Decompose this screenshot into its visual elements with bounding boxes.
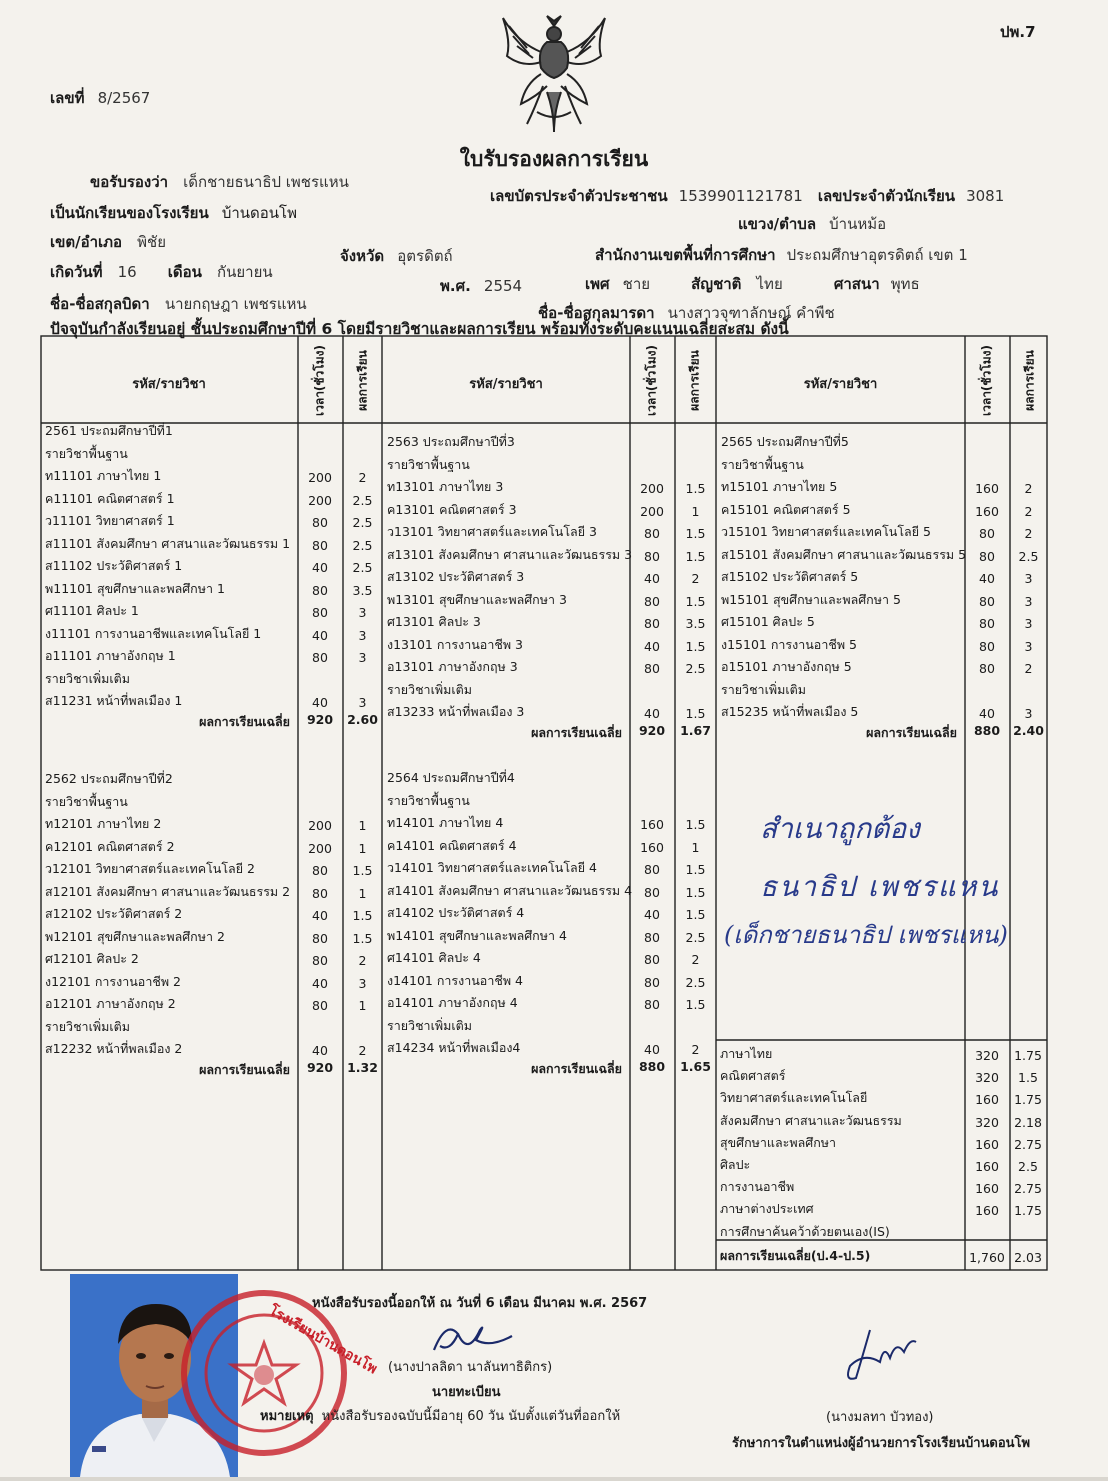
header-subject-1: รหัส/รายวิชา bbox=[132, 377, 206, 392]
table-row-hours: 80 bbox=[979, 638, 995, 654]
table-row-grade: 3.5 bbox=[352, 582, 373, 598]
table-row-grade: 1 bbox=[358, 818, 367, 833]
table-row-grade: 3 bbox=[1024, 706, 1033, 721]
table-row-hours: 80 bbox=[312, 605, 328, 620]
sex-row bbox=[585, 272, 920, 296]
table-row-subject: ส14101 สังคมศึกษา ศาสนาและวัฒนธรรม 4 bbox=[387, 882, 633, 898]
table-row-hours: 80 bbox=[644, 661, 660, 676]
father-row bbox=[50, 292, 307, 316]
table-row-hours: 80 bbox=[644, 974, 660, 990]
table-row-subject: พ15101 สุขศึกษาและพลศึกษา 5 bbox=[721, 591, 901, 607]
summary-subject: ศิลปะ bbox=[720, 1157, 751, 1172]
note-row bbox=[260, 1405, 620, 1426]
subdistrict-value: บ้านหม้อ bbox=[829, 215, 887, 233]
table-row-grade: 1.5 bbox=[352, 908, 373, 923]
district-label: เขต/อำเภอ bbox=[50, 233, 123, 251]
year-title: 2561 ประถมศึกษาปีที่1 bbox=[45, 423, 173, 438]
average-label: ผลการเรียนเฉลี่ย bbox=[199, 713, 290, 729]
table-row-subject: ส14102 ประวัติศาสตร์ 4 bbox=[387, 905, 525, 920]
year-label: พ.ศ. bbox=[440, 277, 471, 295]
table-row-hours: 80 bbox=[644, 616, 660, 631]
table-row-hours: 40 bbox=[312, 908, 328, 923]
handwritten-signature-name: ธนาธิป เพชรแหน bbox=[760, 870, 1000, 903]
year-title: 2564 ประถมศึกษาปีที่4 bbox=[387, 770, 515, 785]
summary-hours: 160 bbox=[975, 1159, 999, 1174]
table-row-hours: 80 bbox=[979, 661, 995, 676]
year-title: 2563 ประถมศึกษาปีที่3 bbox=[387, 434, 515, 449]
summary-total-label: ผลการเรียนเฉลี่ย(ป.4-ป.5) bbox=[720, 1248, 871, 1263]
average-grade: 1.67 bbox=[680, 722, 711, 738]
mother-value: นางสาวจุฑาลักษณ์ คำพืช bbox=[667, 304, 835, 322]
summary-hours: 160 bbox=[975, 1203, 999, 1219]
table-row-hours: 80 bbox=[312, 537, 328, 553]
religion-label: ศาสนา bbox=[833, 275, 880, 293]
table-row-grade: 1.5 bbox=[685, 862, 706, 877]
table-row-hours: 200 bbox=[308, 818, 332, 833]
table-row-hours: 40 bbox=[979, 706, 995, 721]
summary-grade: 2.18 bbox=[1014, 1114, 1042, 1130]
table-row-hours: 80 bbox=[644, 929, 660, 945]
summary-hours: 320 bbox=[975, 1070, 999, 1086]
table-row-subject: ง13101 การงานอาชีพ 3 bbox=[387, 636, 523, 652]
note-label: หมายเหตุ bbox=[260, 1409, 314, 1424]
summary-hours: 160 bbox=[975, 1181, 999, 1197]
handwritten-certified-copy: สำเนาถูกต้อง bbox=[760, 812, 920, 845]
table-row-subject: ส15235 หน้าที่พลเมือง 5 bbox=[721, 704, 859, 719]
school-label: เป็นนักเรียนของโรงเรียน bbox=[50, 204, 209, 222]
student-no-value: 3081 bbox=[966, 187, 1005, 205]
director-title: รักษาการในตำแหน่งผู้อำนวยการโรงเรียนบ้านดอนโพ bbox=[732, 1436, 1031, 1451]
table-row-grade: 2 bbox=[691, 571, 700, 586]
table-row-subject: พ11101 สุขศึกษาและพลศึกษา 1 bbox=[45, 580, 225, 596]
table-row-subject: ง12101 การงานอาชีพ 2 bbox=[45, 973, 181, 989]
table-row-subject: ท12101 ภาษาไทย 2 bbox=[45, 816, 162, 831]
table-row-grade: 2.5 bbox=[352, 537, 373, 553]
header-grade-1: ผลการเรียน bbox=[355, 350, 370, 411]
table-row-subject: ส11101 สังคมศึกษา ศาสนาและวัฒนธรรม 1 bbox=[45, 535, 291, 551]
table-row-hours: 80 bbox=[644, 593, 660, 609]
table-row-subject: อ11101 ภาษาอังกฤษ 1 bbox=[45, 648, 176, 663]
table-row-hours: 160 bbox=[640, 839, 664, 855]
table-row-hours: 40 bbox=[979, 571, 995, 586]
table-row-hours: 200 bbox=[308, 470, 332, 485]
summary-total-hours: 1,760 bbox=[969, 1250, 1005, 1265]
table-row-subject: ส12102 ประวัติศาสตร์ 2 bbox=[45, 906, 183, 921]
table-row-subject: ศ14101 ศิลปะ 4 bbox=[387, 950, 481, 965]
table-row-subject: ส13102 ประวัติศาสตร์ 3 bbox=[387, 569, 525, 584]
table-row-grade: 1.5 bbox=[685, 817, 706, 832]
birth-label: เกิดวันที่ bbox=[50, 263, 103, 281]
summary-grade: 1.75 bbox=[1014, 1203, 1042, 1219]
table-row-grade: 1.5 bbox=[685, 706, 706, 721]
doc-number-value: 8/2567 bbox=[97, 89, 151, 107]
average-grade: 1.65 bbox=[680, 1058, 711, 1074]
table-row-hours: 40 bbox=[644, 706, 660, 721]
table-row-hours: 40 bbox=[644, 571, 660, 586]
table-row-grade: 3 bbox=[358, 695, 367, 710]
table-row-subject: ศ13101 ศิลปะ 3 bbox=[387, 614, 481, 629]
table-row-subject: อ13101 ภาษาอังกฤษ 3 bbox=[387, 659, 518, 674]
table-row-hours: 80 bbox=[312, 953, 328, 968]
table-row-subject: พ12101 สุขศึกษาและพลศึกษา 2 bbox=[45, 928, 225, 944]
table-row-grade: 1 bbox=[691, 503, 700, 519]
year-title: 2565 ประถมศึกษาปีที่5 bbox=[721, 434, 849, 449]
table-row-grade: 2 bbox=[358, 953, 367, 968]
average-label: ผลการเรียนเฉลี่ย bbox=[199, 1061, 290, 1077]
extra-label: รายวิชาเพิ่มเติม bbox=[387, 1017, 472, 1033]
table-row-subject: ง14101 การงานอาชีพ 4 bbox=[387, 972, 523, 988]
header-hours-2: เวลา(ชั่วโมง) bbox=[644, 345, 659, 416]
director-signature-icon bbox=[840, 1322, 920, 1390]
seal-text: โรงเรียนบ้านดอนโพ bbox=[266, 1302, 380, 1378]
average-label: ผลการเรียนเฉลี่ย bbox=[531, 724, 622, 740]
table-row-grade: 3 bbox=[358, 605, 367, 620]
average-label: ผลการเรียนเฉลี่ย bbox=[866, 724, 957, 740]
sex-value: ชาย bbox=[622, 275, 651, 293]
table-row-hours: 160 bbox=[640, 817, 664, 832]
summary-subject: วิทยาศาสตร์และเทคโนโลยี bbox=[720, 1090, 868, 1106]
average-grade: 1.32 bbox=[347, 1059, 378, 1075]
table-row-hours: 80 bbox=[312, 930, 328, 946]
table-row-subject: ศ11101 ศิลปะ 1 bbox=[45, 603, 139, 618]
table-row-grade: 2.5 bbox=[352, 560, 373, 575]
table-row-subject: พ14101 สุขศึกษาและพลศึกษา 4 bbox=[387, 927, 567, 943]
table-row-grade: 1.5 bbox=[685, 481, 706, 496]
table-row-grade: 1.5 bbox=[685, 593, 706, 609]
table-row-grade: 2 bbox=[358, 470, 367, 485]
average-hours: 920 bbox=[306, 711, 334, 727]
table-row-grade: 1.5 bbox=[352, 863, 373, 878]
table-row-grade: 2.5 bbox=[352, 492, 373, 508]
table-row-subject: พ13101 สุขศึกษาและพลศึกษา 3 bbox=[387, 591, 567, 607]
table-row-grade: 1.5 bbox=[685, 548, 706, 564]
month-label: เดือน bbox=[167, 263, 202, 281]
table-row-hours: 40 bbox=[644, 638, 660, 654]
registrar-signature-icon bbox=[428, 1316, 518, 1360]
table-row-subject: ค13101 คณิตศาสตร์ 3 bbox=[387, 501, 517, 517]
table-row-subject: ส11231 หน้าที่พลเมือง 1 bbox=[45, 693, 183, 708]
table-row-subject: ว15101 วิทยาศาสตร์และเทคโนโลยี 5 bbox=[721, 524, 931, 539]
table-row-hours: 40 bbox=[312, 627, 328, 643]
current-status: ปัจจุบันกำลังเรียนอยู่ ชั้นประถมศึกษาปีที่ 6 โดยมีรายวิชาและผลการเรียน พร้อมทั้งระดับคะแนนเฉลี่ยสะสม ดังนี้ bbox=[50, 320, 789, 338]
table-row-hours: 80 bbox=[312, 885, 328, 901]
school-value: บ้านดอนโพ bbox=[221, 204, 297, 222]
table-row-hours: 80 bbox=[644, 884, 660, 900]
table-row-hours: 80 bbox=[312, 863, 328, 878]
form-code: ปพ.7 bbox=[1000, 23, 1036, 41]
religion-value: พุทธ bbox=[890, 275, 920, 293]
table-row-hours: 40 bbox=[312, 560, 328, 575]
province-value: อุตรดิตถ์ bbox=[397, 247, 453, 265]
summary-subject: สุขศึกษาและพลศึกษา bbox=[720, 1134, 837, 1150]
table-row-grade: 2 bbox=[1024, 526, 1033, 541]
table-row-grade: 1.5 bbox=[685, 638, 706, 654]
table-row-subject: ท14101 ภาษาไทย 4 bbox=[387, 815, 504, 830]
table-row-hours: 40 bbox=[312, 695, 328, 710]
table-row-grade: 2.5 bbox=[685, 661, 706, 676]
table-row-grade: 2 bbox=[1024, 661, 1033, 676]
summary-total-grade: 2.03 bbox=[1014, 1250, 1042, 1265]
average-hours: 920 bbox=[638, 722, 666, 738]
table-row-grade: 3 bbox=[358, 975, 367, 991]
summary-hours: 160 bbox=[975, 1092, 999, 1108]
id-card-row bbox=[490, 184, 1004, 208]
table-row-subject: ว11101 วิทยาศาสตร์ 1 bbox=[45, 513, 175, 528]
table-row-grade: 2 bbox=[691, 952, 700, 967]
table-row-subject: ง15101 การงานอาชีพ 5 bbox=[721, 636, 857, 652]
table-row-hours: 80 bbox=[644, 548, 660, 564]
table-row-grade: 2.5 bbox=[685, 974, 706, 990]
table-row-hours: 80 bbox=[312, 650, 328, 665]
director-name: (นางมลทา บัวทอง) bbox=[826, 1410, 934, 1425]
father-value: นายกฤษฎา เพชรแหน bbox=[164, 295, 307, 313]
sex-label: เพศ bbox=[585, 275, 610, 293]
summary-grade: 1.5 bbox=[1018, 1070, 1038, 1086]
average-grade: 2.40 bbox=[1013, 722, 1044, 738]
table-row-subject: ค12101 คณิตศาสตร์ 2 bbox=[45, 838, 175, 854]
table-row-hours: 80 bbox=[979, 616, 995, 631]
school-seal-stamp bbox=[210, 1283, 380, 1461]
table-row-grade: 3 bbox=[1024, 616, 1033, 631]
table-row-hours: 80 bbox=[644, 997, 660, 1012]
birth-day: 16 bbox=[117, 263, 137, 281]
table-row-grade: 2.5 bbox=[685, 929, 706, 945]
table-row-grade: 2 bbox=[1024, 503, 1033, 519]
average-hours: 880 bbox=[973, 722, 1001, 738]
table-row-grade: 2 bbox=[358, 1043, 367, 1058]
district-row bbox=[50, 230, 166, 254]
school-row bbox=[50, 201, 297, 225]
table-row-subject: ท15101 ภาษาไทย 5 bbox=[721, 479, 838, 494]
summary-grade: 1.75 bbox=[1014, 1092, 1042, 1108]
table-row-hours: 40 bbox=[312, 1043, 328, 1058]
table-row-grade: 2.5 bbox=[352, 515, 373, 530]
table-row-subject: ค14101 คณิตศาสตร์ 4 bbox=[387, 837, 517, 853]
table-row-hours: 200 bbox=[308, 840, 332, 856]
registrar-name: (นางปาลลิดา นาลันทาธิติกร) bbox=[388, 1360, 553, 1375]
table-row-grade: 1 bbox=[358, 885, 367, 901]
summary-subject: การงานอาชีพ bbox=[720, 1179, 795, 1195]
father-label: ชื่อ-ชื่อสกุลบิดา bbox=[50, 295, 150, 313]
registrar-title: นายทะเบียน bbox=[432, 1385, 501, 1400]
table-row-subject: ท13101 ภาษาไทย 3 bbox=[387, 479, 504, 494]
table-row-grade: 3 bbox=[358, 650, 367, 665]
summary-subject: การศึกษาค้นคว้าด้วยตนเอง(IS) bbox=[720, 1223, 890, 1239]
table-row-grade: 1.5 bbox=[685, 526, 706, 541]
table-row-grade: 3.5 bbox=[685, 616, 706, 631]
birth-row bbox=[50, 260, 273, 284]
summary-subject: สังคมศึกษา ศาสนาและวัฒนธรรม bbox=[720, 1112, 902, 1128]
summary-grade: 2.75 bbox=[1014, 1136, 1042, 1152]
basic-label: รายวิชาพื้นฐาน bbox=[721, 456, 804, 472]
average-grade: 2.60 bbox=[347, 711, 378, 727]
table-row-hours: 160 bbox=[975, 481, 999, 496]
table-row-grade: 1.5 bbox=[352, 930, 373, 946]
average-hours: 880 bbox=[638, 1058, 666, 1074]
table-row-subject: ท11101 ภาษาไทย 1 bbox=[45, 468, 162, 483]
document-title: ใบรับรองผลการเรียน bbox=[459, 147, 649, 171]
table-row-hours: 80 bbox=[312, 582, 328, 598]
table-row-subject: อ15101 ภาษาอังกฤษ 5 bbox=[721, 659, 852, 674]
table-row-grade: 3 bbox=[1024, 571, 1033, 586]
summary-subject: คณิตศาสตร์ bbox=[720, 1068, 786, 1084]
header-hours-1: เวลา(ชั่วโมง) bbox=[312, 345, 327, 416]
table-row-hours: 80 bbox=[312, 998, 328, 1013]
certify-label: ขอรับรองว่า bbox=[90, 173, 169, 191]
table-row-subject: ค15101 คณิตศาสตร์ 5 bbox=[721, 501, 851, 517]
note-text: หนังสือรับรองฉบับนี้มีอายุ 60 วัน นับตั้งแต่วันที่ออกให้ bbox=[321, 1409, 621, 1424]
table-row-hours: 200 bbox=[308, 492, 332, 508]
extra-label: รายวิชาเพิ่มเติม bbox=[45, 1018, 130, 1034]
province-label: จังหวัด bbox=[340, 247, 385, 265]
table-row-hours: 80 bbox=[644, 952, 660, 967]
area-row bbox=[595, 243, 968, 267]
summary-hours: 320 bbox=[975, 1048, 999, 1063]
extra-label: รายวิชาเพิ่มเติม bbox=[387, 681, 472, 697]
table-row-subject: ศ12101 ศิลปะ 2 bbox=[45, 951, 139, 966]
average-label: ผลการเรียนเฉลี่ย bbox=[531, 1060, 622, 1076]
table-row-subject: ว12101 วิทยาศาสตร์และเทคโนโลยี 2 bbox=[45, 861, 255, 876]
doc-number bbox=[50, 86, 150, 110]
province-row bbox=[340, 244, 453, 268]
mother-label: ชื่อ-ชื่อสกุลมารดา bbox=[538, 304, 655, 322]
basic-label: รายวิชาพื้นฐาน bbox=[45, 445, 128, 461]
table-row-grade: 1 bbox=[691, 839, 700, 855]
nationality-label: สัญชาติ bbox=[691, 275, 742, 293]
extra-label: รายวิชาเพิ่มเติม bbox=[45, 670, 130, 686]
table-row-hours: 200 bbox=[640, 503, 664, 519]
table-row-grade: 1 bbox=[358, 840, 367, 856]
header-grade-2: ผลการเรียน bbox=[687, 350, 702, 411]
table-row-grade: 1 bbox=[358, 998, 367, 1013]
year-row bbox=[440, 274, 522, 298]
table-row-grade: 2 bbox=[1024, 481, 1033, 496]
table-row-grade: 1.5 bbox=[685, 907, 706, 922]
summary-hours: 160 bbox=[975, 1136, 999, 1152]
table-grid bbox=[40, 335, 1049, 1272]
subdistrict-row bbox=[738, 212, 886, 236]
table-row-hours: 80 bbox=[312, 515, 328, 530]
table-row-grade: 3 bbox=[1024, 638, 1033, 654]
average-hours: 920 bbox=[306, 1059, 334, 1075]
table-row-subject: ส13233 หน้าที่พลเมือง 3 bbox=[387, 704, 525, 719]
certify-row bbox=[90, 170, 349, 194]
table-row-subject: ส15101 สังคมศึกษา ศาสนาและวัฒนธรรม 5 bbox=[721, 546, 967, 562]
area-value: ประถมศึกษาอุตรดิตถ์ เขต 1 bbox=[786, 246, 968, 264]
header-subject-2: รหัส/รายวิชา bbox=[469, 377, 543, 392]
summary-grade: 2.75 bbox=[1014, 1181, 1042, 1197]
header-grade-3: ผลการเรียน bbox=[1022, 350, 1037, 411]
table-row-subject: ส12101 สังคมศึกษา ศาสนาและวัฒนธรรม 2 bbox=[45, 883, 291, 899]
table-row-hours: 40 bbox=[644, 1042, 660, 1057]
table-row-subject: ค11101 คณิตศาสตร์ 1 bbox=[45, 490, 175, 506]
extra-label: รายวิชาเพิ่มเติม bbox=[721, 681, 806, 697]
table-row-grade: 1.5 bbox=[685, 997, 706, 1012]
student-no-label: เลขประจำตัวนักเรียน bbox=[817, 187, 955, 205]
table-row-grade: 1.5 bbox=[685, 884, 706, 900]
grades-table bbox=[40, 335, 1049, 1272]
basic-label: รายวิชาพื้นฐาน bbox=[387, 456, 470, 472]
table-row-subject: ศ15101 ศิลปะ 5 bbox=[721, 614, 815, 629]
table-row-grade: 3 bbox=[1024, 593, 1033, 609]
table-row-hours: 160 bbox=[975, 503, 999, 519]
id-card-value: 1539901121781 bbox=[678, 187, 803, 205]
summary-subject: ภาษาต่างประเทศ bbox=[720, 1201, 814, 1217]
table-row-subject: ส14234 หน้าที่พลเมือง4 bbox=[387, 1040, 521, 1055]
table-row-hours: 40 bbox=[312, 975, 328, 991]
table-row-subject: ส12232 หน้าที่พลเมือง 2 bbox=[45, 1041, 183, 1056]
table-row-subject: ง11101 การงานอาชีพและเทคโนโลยี 1 bbox=[45, 625, 262, 641]
birth-month: กันยายน bbox=[217, 263, 273, 281]
table-row-hours: 80 bbox=[979, 548, 995, 564]
summary-grade: 2.5 bbox=[1018, 1159, 1038, 1174]
table-row-hours: 80 bbox=[644, 526, 660, 541]
table-row-subject: ส13101 สังคมศึกษา ศาสนาและวัฒนธรรม 3 bbox=[387, 546, 633, 562]
table-row-subject: อ14101 ภาษาอังกฤษ 4 bbox=[387, 995, 518, 1010]
summary-grade: 1.75 bbox=[1014, 1048, 1042, 1063]
table-row-grade: 3 bbox=[358, 627, 367, 643]
doc-number-label: เลขที่ bbox=[50, 89, 85, 107]
table-row-hours: 80 bbox=[979, 593, 995, 609]
summary-subject: ภาษาไทย bbox=[720, 1046, 773, 1061]
header-subject-3: รหัส/รายวิชา bbox=[803, 377, 878, 392]
table-row-hours: 40 bbox=[644, 907, 660, 922]
nationality-value: ไทย bbox=[756, 275, 783, 293]
garuda-emblem-icon bbox=[497, 12, 611, 134]
table-row-hours: 80 bbox=[644, 862, 660, 877]
table-row-hours: 200 bbox=[640, 481, 664, 496]
handwritten-full-name: (เด็กชายธนาธิป เพชรแหน) bbox=[724, 921, 1008, 949]
table-row-subject: ว13101 วิทยาศาสตร์และเทคโนโลยี 3 bbox=[387, 524, 597, 539]
summary-hours: 320 bbox=[975, 1114, 999, 1130]
table-row-grade: 2 bbox=[691, 1042, 700, 1057]
table-row-subject: ว14101 วิทยาศาสตร์และเทคโนโลยี 4 bbox=[387, 860, 597, 875]
subdistrict-label: แขวง/ตำบล bbox=[738, 215, 817, 233]
birth-year: 2554 bbox=[483, 277, 523, 295]
table-row-hours: 80 bbox=[979, 526, 995, 541]
table-row-subject: อ12101 ภาษาอังกฤษ 2 bbox=[45, 996, 176, 1011]
table-row-subject: ส11102 ประวัติศาสตร์ 1 bbox=[45, 558, 183, 573]
student-name: เด็กชายธนาธิป เพชรแหน bbox=[183, 173, 349, 191]
header-hours-3: เวลา(ชั่วโมง) bbox=[979, 345, 994, 416]
basic-label: รายวิชาพื้นฐาน bbox=[45, 793, 128, 809]
table-row-subject: ส15102 ประวัติศาสตร์ 5 bbox=[721, 569, 859, 584]
basic-label: รายวิชาพื้นฐาน bbox=[387, 792, 470, 808]
area-label: สำนักงานเขตพื้นที่การศึกษา bbox=[595, 246, 776, 264]
year-title: 2562 ประถมศึกษาปีที่2 bbox=[45, 771, 173, 786]
table-row-grade: 2.5 bbox=[1018, 548, 1039, 564]
id-card-label: เลขบัตรประจำตัวประชาชน bbox=[490, 187, 668, 205]
issued-date: หนังสือรับรองนี้ออกให้ ณ วันที่ 6 เดือน มีนาคม พ.ศ. 2567 bbox=[312, 1296, 648, 1311]
district-value: พิชัย bbox=[137, 233, 167, 251]
